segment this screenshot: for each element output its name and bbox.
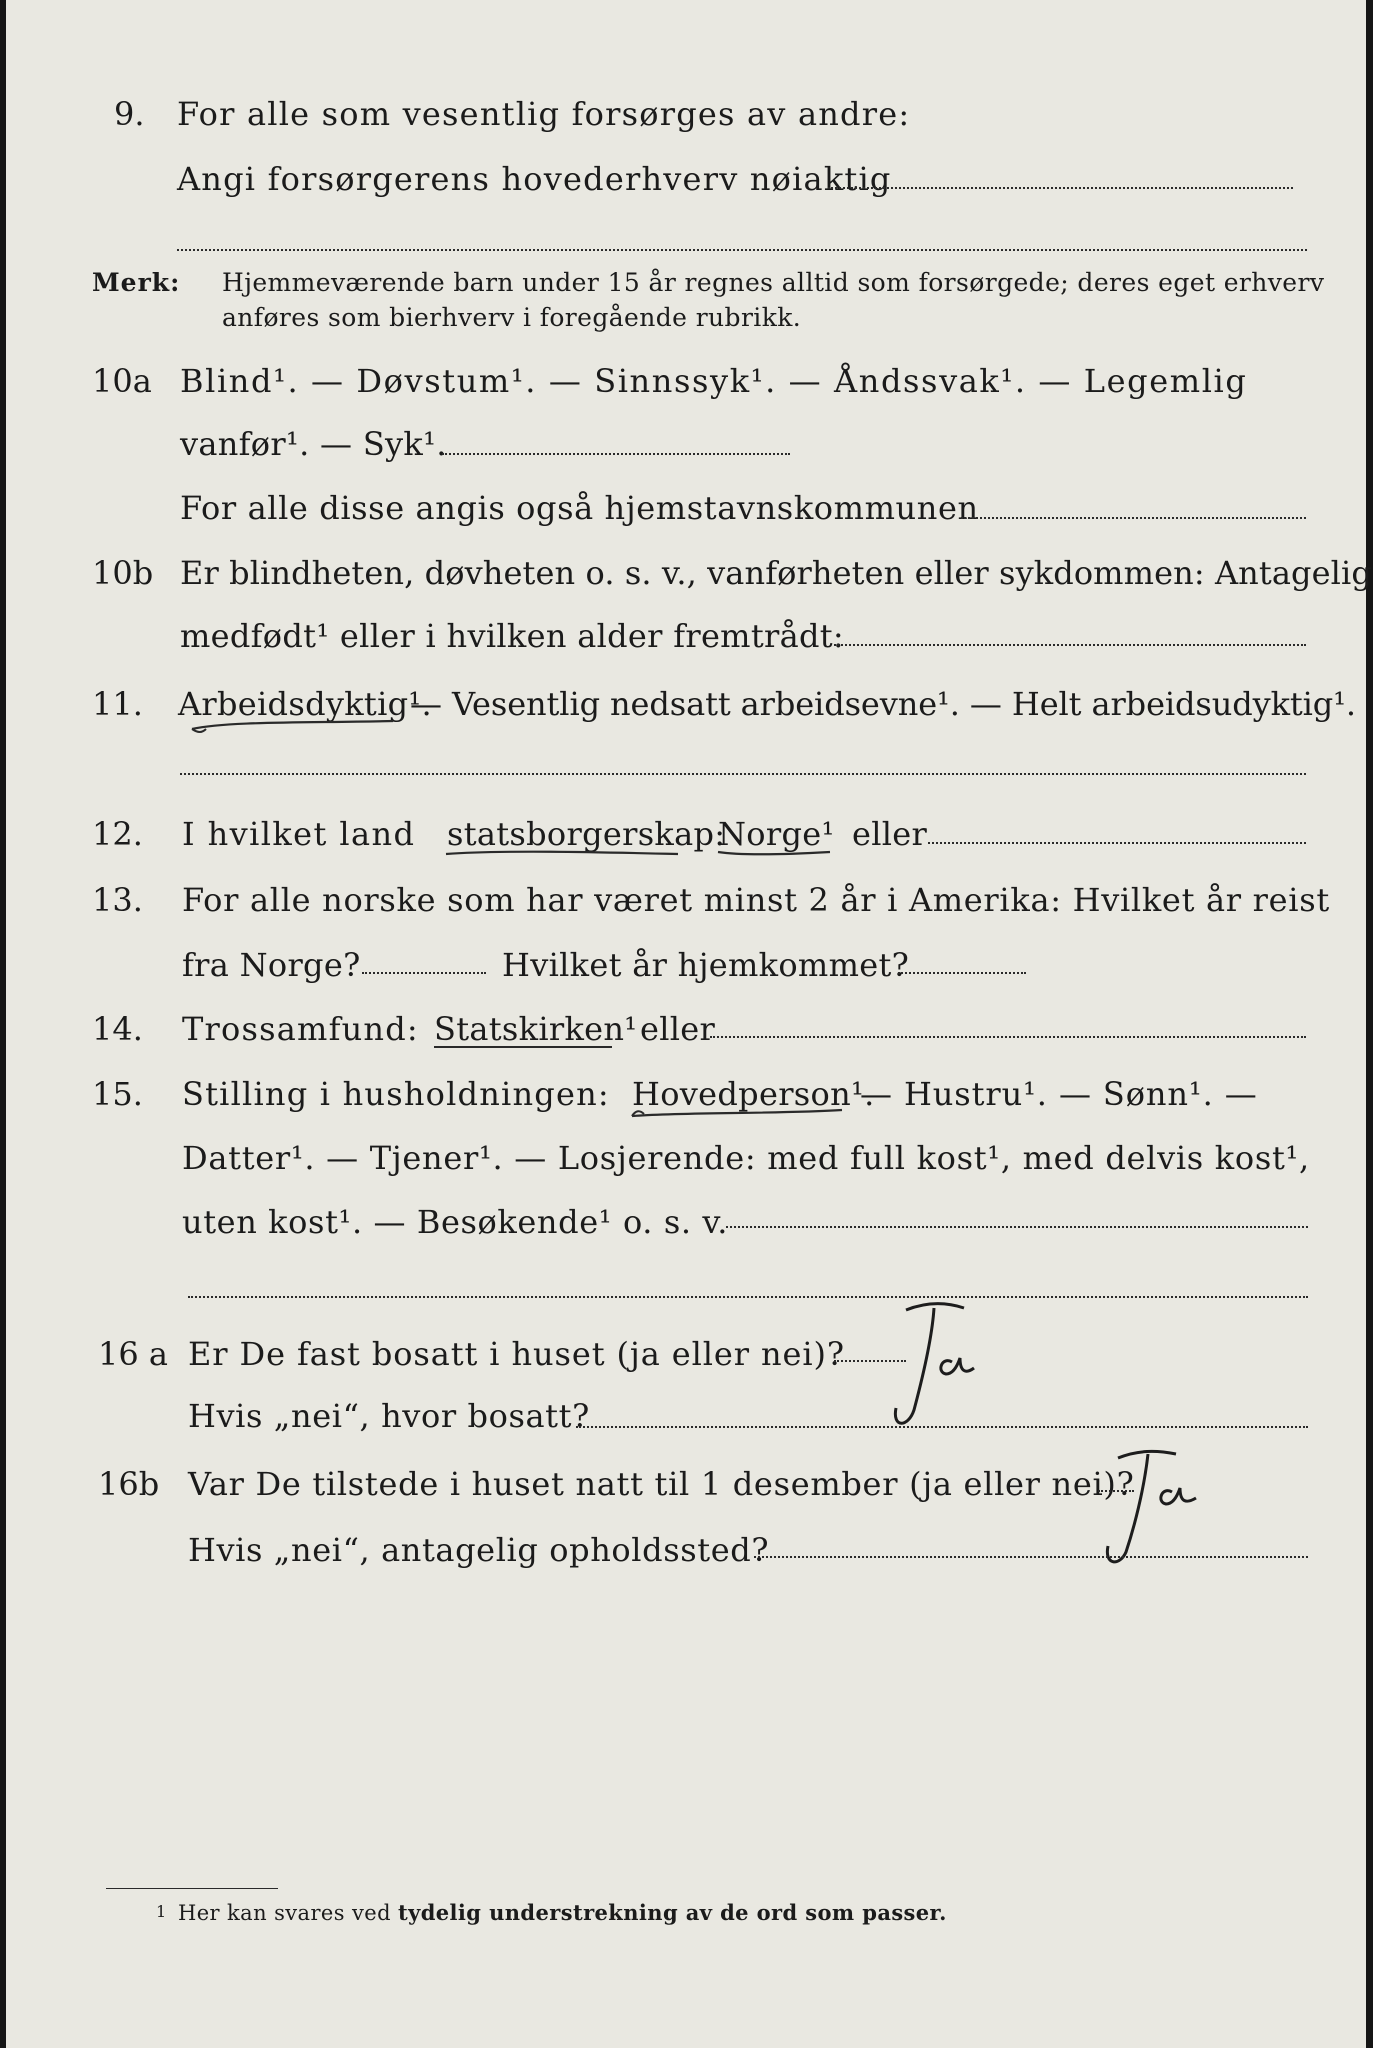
merk-label: Merk:	[92, 268, 181, 297]
q9-line1: For alle som vesentlig forsørges av andre:	[177, 95, 911, 133]
q16a-line2: Hvis „nei“, hvor bosatt?	[188, 1397, 590, 1435]
q15-other-options-1: — Hustru¹. — Sønn¹. —	[860, 1075, 1258, 1113]
q11-other-options: — Vesentlig nedsatt arbeidsevne¹. — Helt arbeidsudyktig¹.	[410, 685, 1356, 723]
q15-pre: Stilling i husholdningen:	[182, 1075, 610, 1113]
q15-answer-field-2[interactable]	[188, 1296, 1308, 1298]
q14-pre: Trossamfund:	[182, 1010, 419, 1048]
q11-option-arbeidsdyktig[interactable]: Arbeidsdyktig¹.	[178, 685, 432, 723]
q13-number: 13.	[92, 881, 143, 919]
q12-pre: I hvilket land	[182, 815, 416, 853]
q12-statsborgerskap: statsborgerskap:	[447, 815, 726, 853]
q12-underline-mark-1	[442, 846, 682, 862]
q10b-answer-field[interactable]	[834, 644, 1306, 646]
q10a-line1: Blind¹. — Døvstum¹. — Sinnssyk¹. — Åndssvak¹. — Legemlig	[180, 362, 1248, 400]
q13-reist-label: fra Norge?	[182, 946, 361, 984]
q16a-line1: Er De fast bosatt i huset (ja eller nei)?	[188, 1335, 845, 1373]
q9-line2: Angi forsørgerens hovederhverv nøiaktig	[177, 160, 892, 198]
q15-line2: Datter¹. — Tjener¹. — Losjerende: med full kost¹, med delvis kost¹,	[182, 1139, 1310, 1177]
q15-answer-field[interactable]	[726, 1226, 1308, 1228]
q10b-line1: Er blindheten, døvheten o. s. v., vanførheten eller sykdommen: Antagelig	[180, 554, 1372, 592]
q16b-line2: Hvis „nei“, antagelig opholdssted?	[188, 1531, 770, 1569]
footnote-text	[178, 1902, 947, 1924]
q15-option-hovedperson[interactable]: Hovedperson¹.	[632, 1075, 875, 1113]
footnote-rule	[106, 1888, 278, 1889]
q12-answer-field[interactable]	[928, 842, 1306, 844]
footnote-text-bold: tydelig understrekning av de ord som passer.	[398, 1900, 947, 1925]
footnote-text-plain: Her kan svares ved	[178, 1901, 391, 1925]
q10a-answer-field[interactable]	[442, 453, 790, 455]
q10b-line2: medfødt¹ eller i hvilken alder fremtrådt:	[180, 617, 844, 655]
q15-number: 15.	[92, 1075, 143, 1113]
q14-underline-mark	[434, 1046, 612, 1048]
q13-reist-field[interactable]	[362, 972, 486, 974]
q13-line1: For alle norske som har været minst 2 år i Amerika: Hvilket år reist	[182, 881, 1330, 919]
census-form-page	[6, 0, 1372, 2048]
q10a-hjemstavn-field[interactable]	[961, 517, 1306, 519]
q9-number: 9.	[114, 95, 145, 133]
q9-answer-field-2[interactable]	[177, 249, 1307, 251]
q12-option-norge[interactable]: Norge¹	[718, 815, 835, 853]
q10b-number: 10b	[92, 554, 154, 592]
q13-hjemkommet-label: Hvilket år hjemkommet?	[502, 946, 910, 984]
q16b-handwritten-answer-mark	[1086, 1440, 1226, 1570]
q16b-line1: Var De tilstede i huset natt til 1 desember (ja eller nei)?	[188, 1465, 1135, 1503]
q15-line3: uten kost¹. — Besøkende¹ o. s. v.	[182, 1203, 729, 1241]
q16b-opholdssted-field[interactable]	[754, 1556, 1308, 1558]
q11-answer-field[interactable]	[180, 773, 1306, 775]
q14-post: eller	[640, 1010, 716, 1048]
q12-number: 12.	[92, 815, 143, 853]
q10a-line2: vanfør¹. — Syk¹.	[180, 425, 447, 463]
q16a-handwritten-answer-mark	[886, 1300, 1006, 1430]
merk-line1: Hjemmeværende barn under 15 år regnes alltid som forsørgede; deres eget erhverv	[222, 268, 1325, 297]
q12-underline-mark-2	[714, 846, 834, 862]
q14-answer-field[interactable]	[710, 1036, 1306, 1038]
q16b-number: 16b	[98, 1465, 160, 1503]
q15-underline-mark	[628, 1106, 848, 1124]
q16a-number: 16 a	[98, 1335, 168, 1373]
q13-hjemkommet-field[interactable]	[898, 972, 1026, 974]
q16a-bosatt-field[interactable]	[576, 1426, 1308, 1428]
q10a-line3: For alle disse angis også hjemstavnskommunen	[180, 489, 979, 527]
q11-number: 11.	[92, 685, 143, 723]
merk-line2: anføres som bierhverv i foregående rubrikk.	[222, 303, 802, 332]
q11-underline-mark	[188, 715, 398, 737]
q10a-number: 10a	[92, 362, 152, 400]
q9-answer-field[interactable]	[828, 187, 1293, 189]
q12-post: eller	[852, 815, 928, 853]
footnote-mark: 1	[156, 1902, 167, 1921]
q14-number: 14.	[92, 1010, 143, 1048]
q14-option-statskirken[interactable]: Statskirken¹	[434, 1010, 638, 1048]
